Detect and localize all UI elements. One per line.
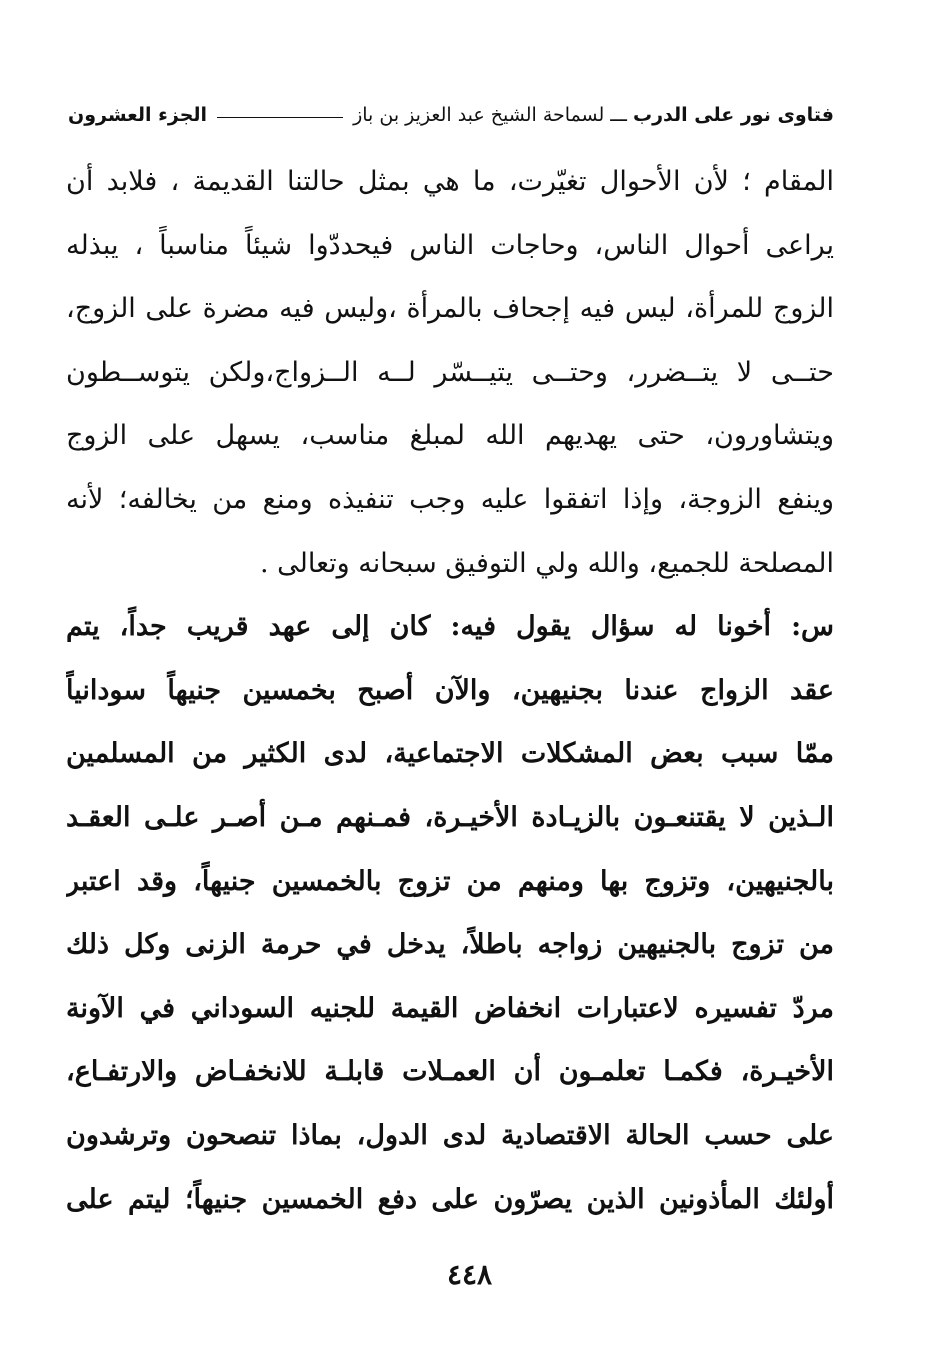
text-line: المقام ؛ لأن الأحوال تغيّرت، ما هي بمثل حالتنا القديمة ، فلابد أن bbox=[66, 166, 834, 197]
text-line: المصلحة للجميع، والله ولي التوفيق سبحانه وتعالى . bbox=[260, 547, 834, 579]
question-line: عقد الزواج عندنا بجنيهين، والآن أصبح بخمسين جنيهاً سودانياً bbox=[66, 674, 834, 706]
text-line: وينفع الزوجة، وإذا اتفقوا عليه وجب تنفيذه ومنع من يخالفه؛ لأنه bbox=[66, 483, 834, 515]
question-line: على حسب الحالة الاقتصادية لدى الدول، بماذا تنصحون وترشدون bbox=[66, 1119, 834, 1151]
question-line: الـذين لا يقتنعـون بالزيـادة الأخيـرة، فمـنهم مـن أصـر علـى العقـد bbox=[66, 801, 834, 833]
header-separator: ـــ bbox=[610, 104, 627, 126]
question-line: أولئك المأذونين الذين يصرّون على دفع الخمسين جنيهاً؛ ليتم على bbox=[66, 1183, 834, 1215]
question-line: الأخيـرة، فكمـا تعلمـون أن العمـلات قابلـة للانخفـاض والارتفـاع، bbox=[66, 1056, 834, 1088]
text-line: ويتشاورون، حتى يهديهم الله لمبلغ مناسب، يسهل على الزوج bbox=[66, 420, 834, 452]
header-book-title: فتاوى نور على الدرب bbox=[633, 104, 834, 126]
text-line: حتــى لا يتــضرر، وحتــى يتيــسّر لــه الــزواج،ولكن يتوســطون bbox=[66, 356, 834, 388]
header-part-label: الجزء العشرون bbox=[68, 104, 208, 126]
question-line: مردّ تفسيره لاعتبارات انخفاض القيمة للجنيه السوداني في الآونة bbox=[66, 992, 834, 1024]
question-line: س: أخونا له سؤال يقول فيه: كان إلى عهد قريب جداً، يتم bbox=[66, 611, 834, 643]
text-line: الزوج للمرأة، ليس فيه إجحاف بالمرأة ،وليس فيه مضرة على الزوج، bbox=[66, 293, 834, 325]
question-line: ممّا سبب بعض المشكلات الاجتماعية، لدى الكثير من المسلمين bbox=[66, 738, 834, 770]
page-number: ٤٤٨ bbox=[446, 1258, 493, 1291]
header-author: لسماحة الشيخ عبد العزيز بن باز bbox=[353, 104, 605, 126]
text-line: يراعى أحوال الناس، وحاجات الناس فيحددّوا شيئاً مناسباً ، يبذله bbox=[66, 229, 834, 261]
header-rule bbox=[217, 117, 343, 118]
question-line: بالجنيهين، وتزوج بها ومنهم من تزوج بالخمسين جنيهاً، وقد اعتبر bbox=[66, 865, 834, 897]
running-header bbox=[68, 98, 834, 132]
question-line: من تزوج بالجنيهين زواجه باطلاً، يدخل في حرمة الزنى وكل ذلك bbox=[66, 929, 834, 961]
body-text bbox=[66, 150, 834, 1231]
